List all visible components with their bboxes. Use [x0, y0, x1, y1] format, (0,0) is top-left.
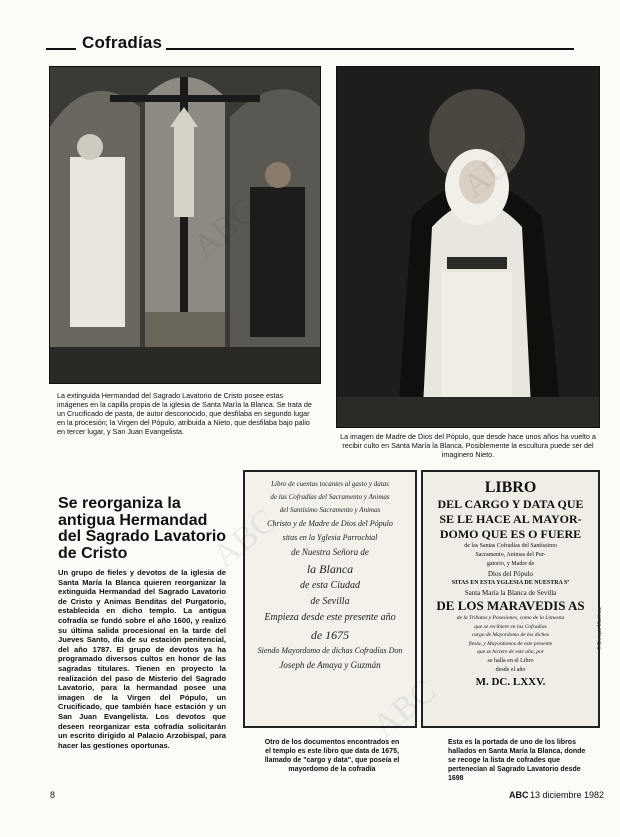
section-title: Cofradías — [78, 33, 166, 53]
doc2-line: DOMO QUE ES O FUERE — [439, 527, 582, 541]
doc2-line: se halla en el Libro — [487, 657, 534, 664]
doc1-line: sitas en la Yglesia Parrochial — [282, 533, 378, 542]
document-handwritten-1675 — [243, 470, 417, 728]
doc1-line: Christo y de Madre de Dios del Pópulo — [267, 519, 393, 528]
photo-chapel-images — [49, 66, 321, 384]
doc2-line: que se recibiere en las Cofradías — [474, 623, 547, 630]
doc2-line: Dios del Pópulo — [487, 570, 534, 578]
publication-name: ABC — [509, 790, 529, 800]
page-number: 8 — [50, 790, 56, 800]
photo-credit: © Enrique Martínez — [597, 606, 603, 650]
document-printed-cover — [421, 470, 600, 728]
doc1-line: de las Cofradías del Sacramento y Animas — [270, 493, 390, 501]
doc2-line: Santa María la Blanca de Sevilla — [464, 589, 557, 597]
caption-document-1675: Otro de los documentos encontrados en el templo es este libro que data de 1675, llamado de "cargo y data", que poseía el mayordomo de la cofradía — [264, 739, 400, 773]
doc2-line: fiesta, y Mayordomos de este presente — [468, 640, 553, 647]
doc1-line: de Sevilla — [310, 596, 350, 607]
doc2-line: LIBRO — [484, 479, 537, 496]
caption-left-photo: La extinguida Hermandad del Sagrado Lavatorio de Cristo posee estas imágenes en la capilla propia de la iglesia de Santa María la Blanca. Se trata de un Crucificado de pasta, de autor desconocido, que desfilaba en segundo lugar en la procesión; la Virgen del Pópulo, atribuida a Nieto, que desfilaba bajo palio en tercer lugar, y San Juan Evangelista. — [57, 391, 312, 436]
caption-right-photo: La imagen de Madre de Dios del Pópulo, que desde hace unos años ha vuelto a recibir culto en Santa María la Blanca. Posiblemente la escultura puede ser del imaginero Nieto. — [340, 432, 596, 459]
publication-date: 13 diciembre 1982 — [530, 790, 605, 800]
doc2-line: SITAS EN ESTA YGLESIA DE NUESTRA Sª — [451, 580, 570, 586]
doc1-line: la Blanca — [306, 562, 354, 576]
doc1-line: Empieza desde este presente año — [264, 612, 396, 623]
doc2-line: que se hiciere de este año, por — [477, 649, 544, 655]
article-headline: Se reorganiza la antigua Hermandad del Sagrado Lavatorio de Cristo — [58, 495, 227, 562]
doc1-line: del Santísimo Sacramento y Animas — [279, 506, 381, 514]
doc2-line: cargo de Mayordomo de los dichos — [471, 632, 550, 638]
doc1-line: de esta Ciudad — [300, 580, 360, 591]
doc1-line: Libro de cuentas tocantes al gasto y datas — [271, 480, 389, 488]
doc2-line: gatorio, y Madre de — [486, 561, 535, 567]
doc1-line: de 1675 — [310, 628, 350, 642]
header-rule-right — [162, 48, 574, 50]
doc2-line: desde el año — [495, 666, 526, 673]
article-body: Un grupo de fieles y devotos de la iglesia de Santa María la Blanca quieren reorganizar la extinguida Hermandad del Sagrado Lavatorio de Cristo y Animas Benditas del Purgatorio, establecida en dicho templo. La antigua cofradía se fundó sobre el año 1600, y realizó su última salida procesional en la tarde del Jueves Santo, día de su estación penitencial, del año 1787. El grupo de devotos ya ha programado diversos cultos en honor de las sagradas titulares. Tienen en proyecto la realización del paso de Misterio del Sagrado Lavatorio, para la hermandad posee una imagen de la Virgen del Pópulo, un Crucificado, que también hace estación y un San Juan Evangelista. Los devotos que deseen reorganizar esta cofradía solicitarán un escrito dirigido al Palacio Arzobispal, para hacer las gestiones oportunas. — [58, 568, 226, 750]
doc2-line: de las Santas Cofradías del Santíssimo — [464, 543, 557, 549]
doc2-line: M. DC. LXXV. — [475, 675, 546, 688]
doc2-line: SE LE HACE AL MAYOR- — [439, 512, 582, 526]
doc2-line: DE LOS MARAVEDIS AS — [436, 598, 585, 613]
doc1-line: Siendo Mayordomo de dichas Cofradías Don — [257, 646, 403, 655]
doc1-line: Joseph de Amaya y Guzmán — [279, 660, 381, 670]
doc1-line: de Nuestra Señora de — [291, 547, 369, 557]
doc2-line: de la Tributos y Posesiones, como de la Limosna — [456, 615, 565, 621]
photo-virgen-populo — [336, 66, 600, 428]
doc2-line: DEL CARGO Y DATA QUE — [437, 497, 584, 511]
doc2-line: Sacramento, Animas del Pur- — [475, 552, 546, 558]
header-rule-left — [46, 48, 76, 50]
caption-document-cover: Esta es la portada de uno de los libros hallados en Santa María la Blanca, donde se recoge la lista de cofrades que pertenecían al Sagrado Lavatorio desde 1698 — [448, 739, 586, 782]
